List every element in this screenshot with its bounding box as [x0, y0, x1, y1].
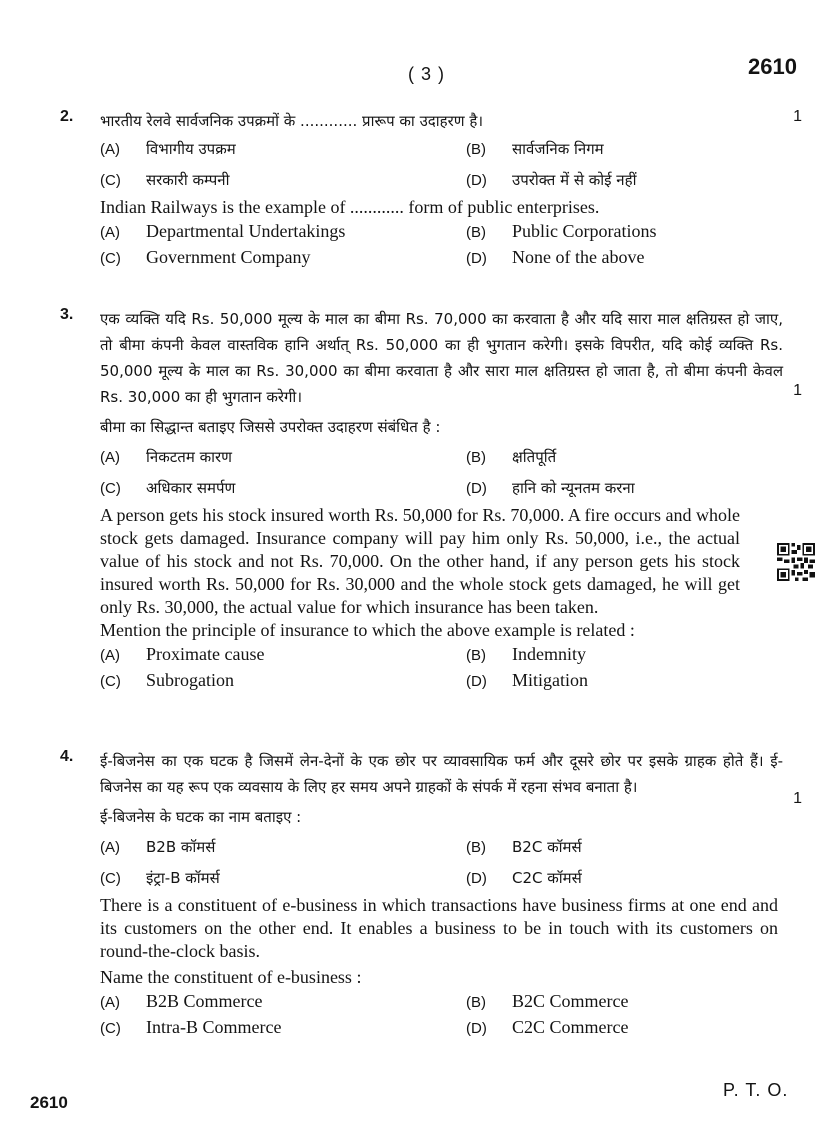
option-d: (D) हानि को न्यूनतम करना	[466, 479, 635, 497]
question-number: 4.	[60, 748, 74, 765]
option-c: (C) सरकारी कम्पनी	[100, 171, 230, 189]
options-english	[100, 219, 795, 271]
options-hindi	[100, 442, 795, 504]
option-c: (C) इंट्रा-B कॉमर्स	[100, 869, 220, 887]
question-prompt-hindi: बीमा का सिद्धान्त बताइए जिससे उपरोक्त उदाहरण संबंधित है :	[100, 418, 441, 436]
question-prompt-hindi: ई-बिजनेस के घटक का नाम बताइए :	[100, 808, 302, 826]
option-b: (B) B2C कॉमर्स	[466, 838, 582, 856]
option-d: (D) Mitigation	[466, 670, 588, 690]
options-hindi	[100, 832, 795, 894]
option-b: (B) Public Corporations	[466, 221, 657, 241]
option-d: (D) C2C Commerce	[466, 1017, 629, 1037]
option-c: (C) Government Company	[100, 247, 311, 267]
option-c: (C) Intra-B Commerce	[100, 1017, 282, 1037]
option-c: (C) Subrogation	[100, 670, 234, 690]
option-a: (A) Departmental Undertakings	[100, 221, 346, 241]
question-text-english: There is a constituent of e-business in which transactions have business firms at one end and its customers on the other end. It enables a business to be in touch with its customers on round-the-clock basis.	[100, 895, 778, 961]
option-a: (A) निकटतम कारण	[100, 448, 232, 466]
option-d: (D) None of the above	[466, 247, 645, 267]
please-turn-over: P. T. O.	[723, 1080, 789, 1100]
options-english	[100, 642, 795, 694]
question-text-hindi: भारतीय रेलवे सार्वजनिक उपक्रमों के ............ प्रारूप का उदाहरण है।	[100, 112, 484, 130]
question-prompt-english: Mention the principle of insurance to which the above example is related :	[100, 620, 635, 640]
question-4	[60, 748, 802, 1041]
question-text-english: A person gets his stock insured worth Rs. 50,000 for Rs. 70,000. A fire occurs and whole stock gets damaged. Insurance company will pay him only Rs. 50,000, i.e., the actual value of his stock and not Rs. 70,000. On the other hand, if any person gets his stock insured worth Rs. 50,000 for Rs. 30,000 and the whole stock gets damaged, he will get only Rs. 30,000, the actual value for which insurance has been taken.	[100, 505, 740, 617]
question-text-hindi: ई-बिजनेस का एक घटक है जिसमें लेन-देनों के एक छोर पर व्यावसायिक फर्म और दूसरे छोर पर इसके ग्राहक होते हैं। ई-बिजनेस का यह रूप एक व्यवसाय के लिए हर समय अपने ग्राहकों के संपर्क में रहना संभव बनाता है।	[100, 752, 783, 796]
options-english	[100, 989, 795, 1041]
question-marks: 1	[793, 382, 802, 399]
paper-code-top: 2610	[748, 54, 797, 79]
option-a: (A) B2B Commerce	[100, 991, 263, 1011]
option-b: (B) क्षतिपूर्ति	[466, 448, 557, 466]
question-text-english: Indian Railways is the example of ............ form of public enterprises.	[100, 197, 600, 217]
question-number: 3.	[60, 306, 74, 323]
question-prompt-english: Name the constituent of e-business :	[100, 967, 362, 987]
question-text-hindi: एक व्यक्ति यदि Rs. 50,000 मूल्य के माल का बीमा Rs. 70,000 का करवाता है और यदि सारा माल क्षतिग्रस्त हो जाए, तो बीमा कंपनी केवल वास्तविक हानि अर्थात् Rs. 50,000 का ही भुगतान करेगी। इसके विपरीत, यदि कोई व्यक्ति Rs. 50,000 मूल्य के माल का Rs. 30,000 का बीमा करवाता है और सारा माल क्षतिग्रस्त हो जाता है, तो बीमा कंपनी केवल Rs. 30,000 का ही भुगतान करेगी।	[100, 310, 783, 406]
paper-code-bottom: 2610	[30, 1093, 68, 1112]
option-b: (B) B2C Commerce	[466, 991, 629, 1011]
page-number: ( 3 )	[408, 64, 446, 84]
option-d: (D) उपरोक्त में से कोई नहीं	[466, 171, 637, 189]
option-b: (B) Indemnity	[466, 644, 586, 664]
option-c: (C) अधिकार समर्पण	[100, 479, 236, 497]
option-a: (A) विभागीय उपक्रम	[100, 140, 236, 158]
question-3	[60, 306, 802, 694]
qr-code-icon	[777, 543, 815, 581]
option-a: (A) Proximate cause	[100, 644, 265, 664]
question-2	[60, 108, 802, 271]
question-marks: 1	[793, 790, 802, 807]
question-marks: 1	[793, 108, 802, 125]
option-b: (B) सार्वजनिक निगम	[466, 140, 604, 158]
option-a: (A) B2B कॉमर्स	[100, 838, 216, 856]
question-number: 2.	[60, 108, 74, 125]
options-hindi	[100, 134, 795, 196]
option-d: (D) C2C कॉमर्स	[466, 869, 582, 887]
